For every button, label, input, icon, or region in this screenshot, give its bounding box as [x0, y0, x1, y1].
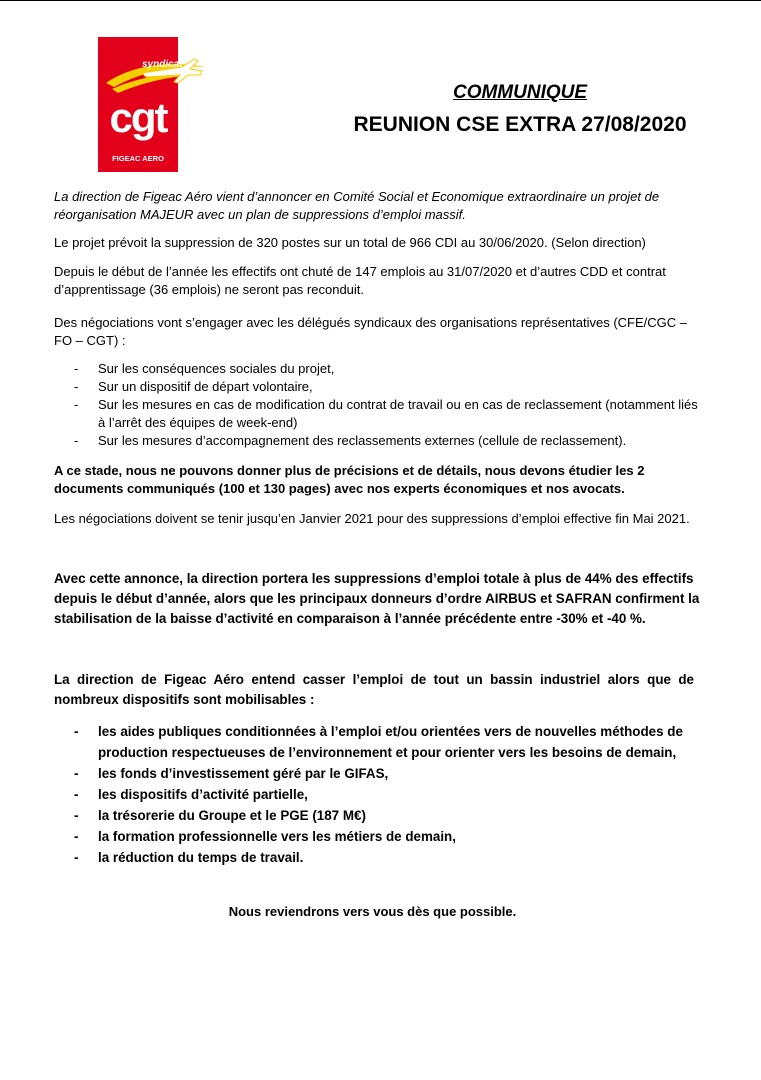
list-item: - la trésorerie du Groupe et le PGE (187 M€): [54, 805, 694, 826]
intro-paragraph: La direction de Figeac Aéro vient d’annoncer en Comité Social et Economique extraordinaire un projet de réorganisation MAJEUR avec un plan de suppressions d’emploi massif.: [54, 189, 660, 222]
paragraph-effectifs: Depuis le début de l’année les effectifs ont chuté de 147 emplois au 31/07/2020 et d’autres CDD et contrat d’apprentissage (36 emplois) ne seront pas reconduit.: [54, 264, 666, 297]
list-item: - Sur les conséquences sociales du projet,: [54, 360, 704, 378]
paragraph-negociations: Des négociations vont s’engager avec les délégués syndicaux des organisations représentatives (CFE/CGC – FO – CGT) :: [54, 315, 688, 348]
page-top-border: [0, 0, 761, 1]
paragraph-annonce: Avec cette annonce, la direction portera les suppressions d’emploi totale à plus de 44% des effectifs depuis le début d’année, alors que les principaux donneurs d’ordre AIRBUS et SAFRAN confirment la stabilisation de la baisse d’activité en comparaison à l’année précédente entre -30% et -40 %.: [54, 571, 700, 626]
header: [240, 80, 761, 140]
list-item: - les fonds d’investissement géré par le GIFAS,: [54, 763, 694, 784]
list-item: - Sur un dispositif de départ volontaire,: [54, 378, 704, 396]
dispositifs-list: [54, 721, 694, 868]
closing-line: Nous reviendrons vers vous dès que possible.: [228, 904, 517, 919]
list-item: - la réduction du temps de travail.: [54, 847, 694, 868]
logo-brand: cgt: [109, 94, 167, 141]
negotiation-topics-list: [54, 360, 704, 450]
list-item: - les aides publiques conditionnées à l’emploi et/ou orientées vers de nouvelles méthodes de production respectueuses de l’environnement et pour orienter vers les besoins de demain,: [54, 721, 694, 763]
paragraph-calendrier: Les négociations doivent se tenir jusqu’en Janvier 2021 pour des suppressions d’emploi effective fin Mai 2021.: [54, 511, 690, 526]
list-item: - Sur les mesures d’accompagnement des reclassements externes (cellule de reclassement).: [54, 432, 704, 450]
list-item: - la formation professionnelle vers les métiers de demain,: [54, 826, 694, 847]
paragraph-stade: A ce stade, nous ne pouvons donner plus de précisions et de détails, nous devons étudier les 2 documents communiqués (100 et 130 pages) avec nos experts économiques et nos avocats.: [54, 463, 645, 496]
logo-tag: syndicat: [142, 59, 183, 70]
paragraph-postes: Le projet prévoit la suppression de 320 postes sur un total de 966 CDI au 30/06/2020. (Selon direction): [54, 235, 646, 250]
logo-section: FIGEAC AERO: [112, 154, 164, 163]
list-item: - les dispositifs d’activité partielle,: [54, 784, 694, 805]
page-title: COMMUNIQUE: [452, 82, 588, 103]
cgt-logo: [98, 37, 183, 172]
paragraph-bassin: La direction de Figeac Aéro entend casser l’emploi de tout un bassin industriel alors que de nombreux dispositifs sont mobilisables :: [54, 672, 694, 707]
page-subtitle: REUNION CSE EXTRA 27/08/2020: [353, 113, 687, 136]
list-item: - Sur les mesures en cas de modification du contrat de travail ou en cas de reclassement (notamment liés à l’arrêt des équipes de week-end): [54, 396, 704, 432]
